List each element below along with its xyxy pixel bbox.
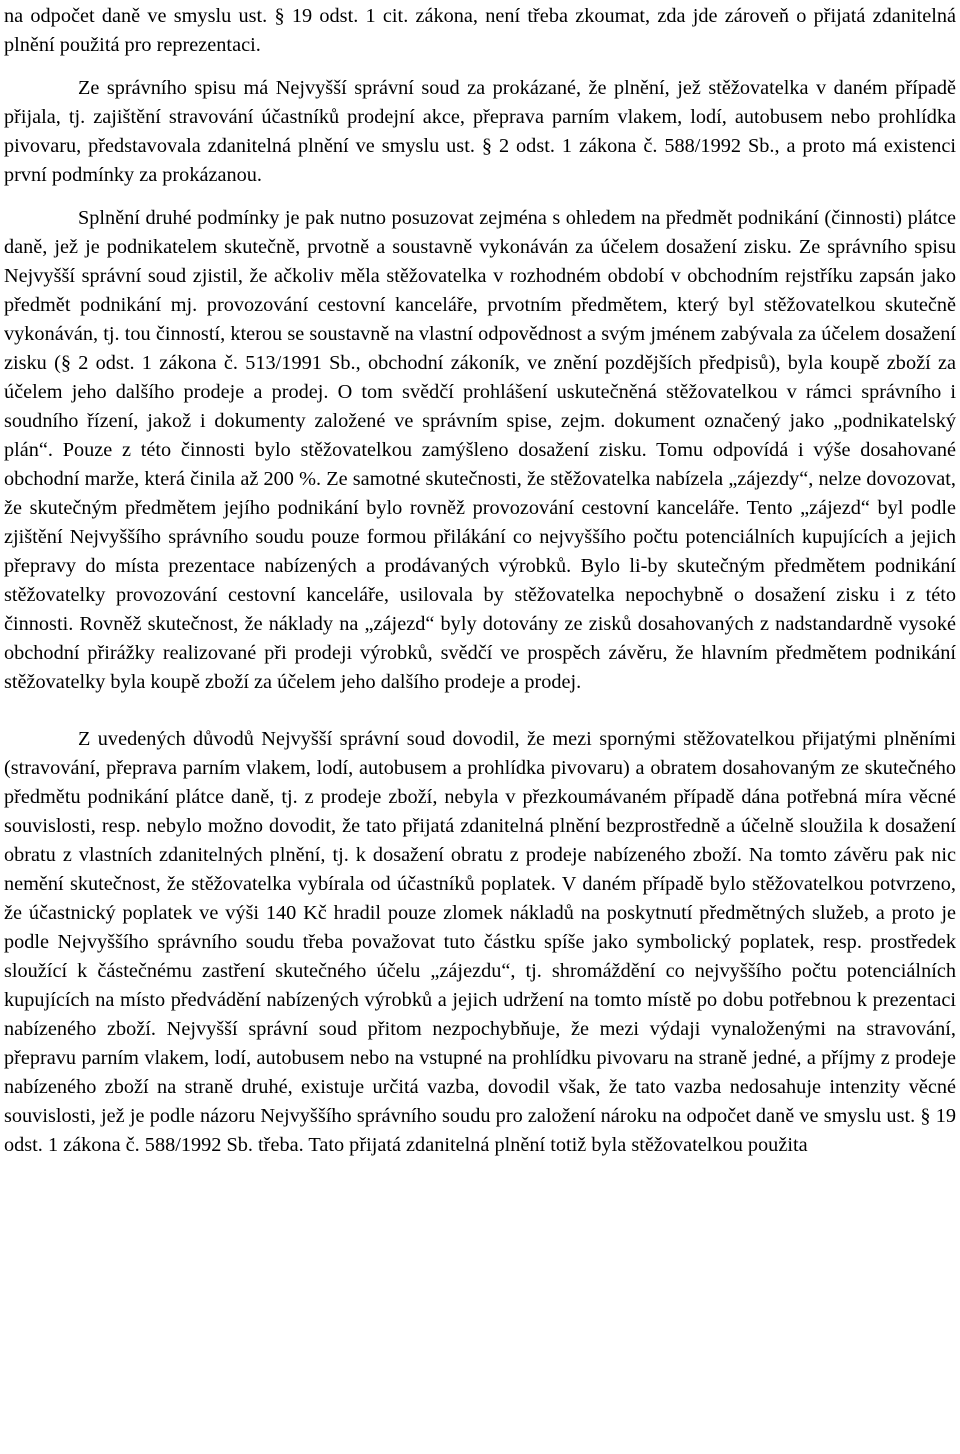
paragraph-second-condition: Splnění druhé podmínky je pak nutno posuzovat zejména s ohledem na předmět podnikání (činnosti) plátce daně, jež je podnikatelem skutečně, prvotně a soustavně vykonáván za účelem dosažení zisku. Ze správního spisu Nejvyšší správní soud zjistil, že ačkoliv měla stěžovatelka v rozhodném období v obchodním rejstříku zapsán jako předmět podnikání mj. provozování cestovní kanceláře, prvotním předmětem, který byl stěžovatelkou skutečně vykonáván, tj. tou činností, kterou se soustavně na vlastní odpovědnost a svým jménem zabývala za účelem dosažení zisku (§ 2 odst. 1 zákona č. 513/1991 Sb., obchodní zákoník, ve znění pozdějších předpisů), byla koupě zboží za účelem jeho dalšího prodeje a prodej. O tom svědčí prohlášení uskutečněná stěžovatelkou v rámci správního i soudního řízení, jakož i dokumenty založené ve správním spise, zejm. dokument označený jako „podnikatelský plán“. Pouze z této činnosti bylo stěžovatelkou zamýšleno dosažení zisku. Tomu odpovídá i výše dosahované obchodní marže, která činila až 200 %. Ze samotné skutečnosti, že stěžovatelka nabízela „zájezdy“, nelze dovozovat, že skutečným předmětem jejího podnikání bylo rovněž provozování cestovní kanceláře. Tento „zájezd“ byl podle zjištění Nejvyššího správního soudu pouze formou přilákání co nejvyššího počtu potenciálních kupujících a jejich přepravy do místa prezentace nabízených a prodávaných výrobků. Bylo li-by skutečným předmětem podnikání stěžovatelky provozování cestovní kanceláře, usilovala by stěžovatelka nepochybně o dosažení zisku i z této činnosti. Rovněž skutečnost, že náklady na „zájezd“ byly dotovány ze zisků dosahovaných z nadstandardně vysoké obchodní přirážky realizované při prodeji výrobků, svědčí ve prospěch závěru, že hlavním předmětem podnikání stěžovatelky byla koupě zboží za účelem jeho dalšího prodeje a prodej. xyxy=(4,207,956,693)
paragraph-continuation: na odpočet daně ve smyslu ust. § 19 odst. 1 cit. zákona, není třeba zkoumat, zda jde zároveň o přijatá zdanitelná plnění použitá pro reprezentaci. xyxy=(4,5,956,56)
document-page xyxy=(4,2,956,1160)
paragraph-conclusion: Z uvedených důvodů Nejvyšší správní soud dovodil, že mezi spornými stěžovatelkou přijatými plněními (stravování, přeprava parním vlakem, lodí, autobusem a prohlídka pivovaru) a obratem dosahovaným ze skutečného předmětu podnikání plátce daně, tj. z prodeje zboží, nebyla v přezkoumávaném případě dána potřebná míra věcné souvislosti, resp. nebylo možno dovodit, že tato přijatá zdanitelná plnění bezprostředně a účelně sloužila k dosažení obratu z vlastních zdanitelných plnění, tj. k dosažení obratu z prodeje nabízeného zboží. Na tomto závěru pak nic nemění skutečnost, že stěžovatelka vybírala od účastníků poplatek. V daném případě bylo stěžovatelkou potvrzeno, že účastnický poplatek ve výši 140 Kč hradil pouze zlomek nákladů na poskytnutí předmětných služeb, a proto je podle Nejvyššího správního soudu třeba považovat tuto částku spíše jako symbolický poplatek, resp. prostředek sloužící k částečnému zastření skutečného účelu „zájezdu“, tj. shromáždění co nejvyššího počtu potenciálních kupujících na místo předvádění nabízených výrobků a jejich udržení na tomto místě po dobu potřebnou k prezentaci nabízeného zboží. Nejvyšší správní soud přitom nezpochybňuje, že mezi výdaji vynaloženými na stravování, přepravu parním vlakem, lodí, autobusem nebo na vstupné na prohlídku pivovaru na straně jedné, a příjmy z prodeje nabízeného zboží na straně druhé, existuje určitá vazba, dovodil však, že tato vazba nedosahuje intenzity věcné souvislosti, jež je podle názoru Nejvyššího správního soudu pro založení nároku na odpočet daně ve smyslu ust. § 19 odst. 1 zákona č. 588/1992 Sb. třeba. Tato přijatá zdanitelná plnění totiž byla stěžovatelkou použita xyxy=(4,728,956,1156)
paragraph-first-condition: Ze správního spisu má Nejvyšší správní soud za prokázané, že plnění, jež stěžovatelka v daném případě přijala, tj. zajištění stravování účastníků prodejní akce, přeprava parním vlakem, lodí, autobusem nebo prohlídka pivovaru, představovala zdanitelná plnění ve smyslu ust. § 2 odst. 1 zákona č. 588/1992 Sb., a proto má existenci první podmínky za prokázanou. xyxy=(4,77,956,186)
